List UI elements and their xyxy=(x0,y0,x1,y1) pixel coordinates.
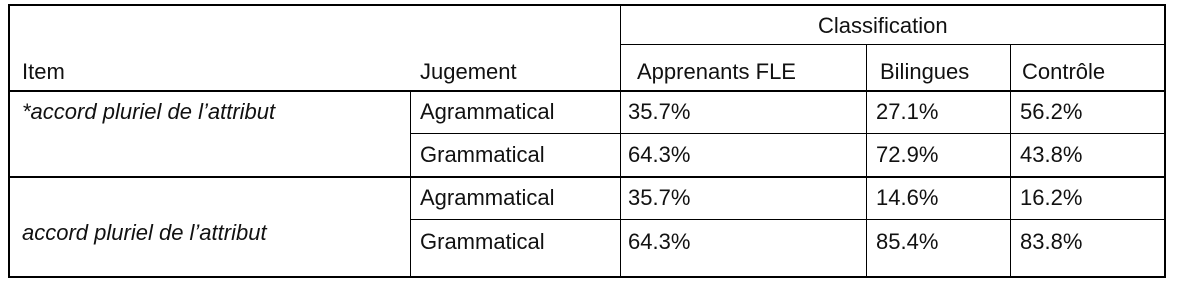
row-3-apprenants: 35.7% xyxy=(628,185,691,210)
row-4-controle: 83.8% xyxy=(1020,229,1083,254)
row-2-controle: 43.8% xyxy=(1020,142,1083,167)
header-apprenants-fle: Apprenants FLE xyxy=(637,59,796,84)
header-item: Item xyxy=(22,59,65,84)
col-rule-bilingues xyxy=(866,44,867,276)
header-jugement: Jugement xyxy=(420,59,517,84)
header-group-rule xyxy=(620,44,1164,45)
row-1-bilingues: 27.1% xyxy=(876,99,939,124)
row-1-controle: 56.2% xyxy=(1020,99,1083,124)
row-rule-3 xyxy=(410,219,1164,220)
row-3-jugement: Agrammatical xyxy=(420,185,555,210)
header-classification: Classification xyxy=(818,13,948,38)
row-1-apprenants: 35.7% xyxy=(628,99,691,124)
group-2-item: accord pluriel de l’attribut xyxy=(22,220,267,245)
col-rule-jugement xyxy=(410,92,411,276)
row-2-bilingues: 72.9% xyxy=(876,142,939,167)
row-3-controle: 16.2% xyxy=(1020,185,1083,210)
header-bottom-rule xyxy=(10,90,1164,92)
col-rule-controle xyxy=(1010,44,1011,276)
row-4-jugement: Grammatical xyxy=(420,229,545,254)
row-2-jugement: Grammatical xyxy=(420,142,545,167)
row-1-jugement: Agrammatical xyxy=(420,99,555,124)
row-3-bilingues: 14.6% xyxy=(876,185,939,210)
group-1-item: *accord pluriel de l’attribut xyxy=(22,99,276,124)
col-rule-apprenants xyxy=(620,6,621,276)
row-4-bilingues: 85.4% xyxy=(876,229,939,254)
group-separator-rule xyxy=(10,176,1164,178)
row-4-apprenants: 64.3% xyxy=(628,229,691,254)
row-rule-1 xyxy=(410,133,1164,134)
header-controle: Contrôle xyxy=(1022,59,1106,84)
row-2-apprenants: 64.3% xyxy=(628,142,691,167)
header-bilingues: Bilingues xyxy=(880,59,970,84)
